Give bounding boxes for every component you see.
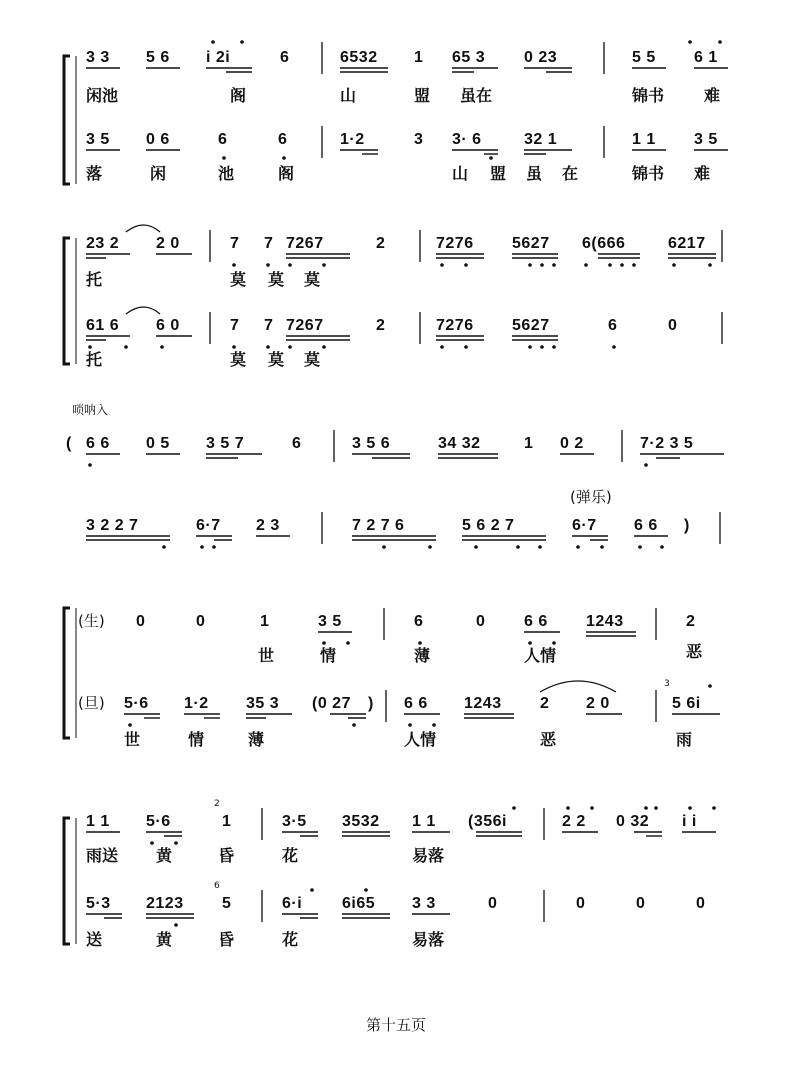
lyric: 世 bbox=[258, 646, 275, 665]
note-group: 0 bbox=[696, 895, 706, 912]
lyric: 雨送 bbox=[86, 846, 119, 865]
note-group: 2 bbox=[376, 235, 386, 252]
note-group: 3532 bbox=[342, 813, 380, 830]
close-paren: ) bbox=[684, 517, 690, 534]
note-group: 3· 6 bbox=[452, 131, 482, 148]
note-group: 1 bbox=[222, 813, 232, 830]
system-bracket bbox=[64, 608, 70, 738]
lyric: 阁 bbox=[230, 86, 247, 105]
note-group: 6 bbox=[218, 131, 228, 148]
annotation: (弹乐) bbox=[570, 488, 612, 506]
lyric: 闲 bbox=[150, 164, 167, 183]
tie bbox=[540, 681, 616, 692]
note-group: 0 bbox=[576, 895, 586, 912]
note-group: 2 bbox=[540, 695, 550, 712]
note-group: 6 6 bbox=[404, 695, 428, 712]
system-bracket bbox=[64, 238, 70, 364]
lyric: 莫 bbox=[304, 350, 321, 369]
note-group: 2 0 bbox=[156, 235, 180, 252]
note-group: i i bbox=[682, 813, 697, 830]
note-group: 6 6 bbox=[634, 517, 658, 534]
close-paren: ) bbox=[368, 695, 374, 712]
note-group: 5627 bbox=[512, 317, 550, 334]
grace-note: 2 bbox=[214, 799, 220, 809]
note-group: 23 2 bbox=[86, 235, 120, 252]
lyric: 黄 bbox=[156, 930, 173, 949]
lyric: 托 bbox=[86, 350, 103, 369]
note-group: 6532 bbox=[340, 49, 378, 66]
note-group: 1 1 bbox=[86, 813, 110, 830]
note-group: 7267 bbox=[286, 235, 324, 252]
note-group: 6·i bbox=[282, 895, 303, 912]
lyric: 昏 bbox=[218, 930, 235, 949]
note-group: 32 1 bbox=[524, 131, 558, 148]
note-group: 0 bbox=[196, 613, 206, 630]
lyric: 人情 bbox=[524, 646, 557, 665]
note-group: 6 bbox=[608, 317, 618, 334]
note-group: 61 6 bbox=[86, 317, 120, 334]
note-group: 3 3 bbox=[86, 49, 110, 66]
note-group: 1243 bbox=[464, 695, 502, 712]
note-group: 6 bbox=[280, 49, 290, 66]
lyric: 花 bbox=[282, 846, 299, 865]
page-number: 第十五页 bbox=[366, 1016, 427, 1034]
note-group: 7 bbox=[264, 317, 274, 334]
lyric: 虽在 bbox=[460, 86, 493, 105]
note-group: 6 6 bbox=[524, 613, 548, 630]
role-label: (旦) bbox=[78, 694, 105, 712]
lyric: 落 bbox=[86, 164, 103, 183]
note-group: 7 2 7 6 bbox=[352, 517, 405, 534]
lyric: 恶 bbox=[686, 642, 703, 661]
note-group: 5·6 bbox=[124, 695, 149, 712]
note-group: 7 bbox=[230, 317, 240, 334]
note-group: 0 bbox=[136, 613, 146, 630]
note-group: 5 6i bbox=[672, 695, 701, 712]
note-group: 1 bbox=[524, 435, 534, 452]
grace-note: 3 bbox=[664, 679, 670, 689]
note-group: 0 32 bbox=[616, 813, 650, 830]
note-group: 0 bbox=[488, 895, 498, 912]
lyric: 盟 bbox=[490, 164, 507, 183]
lyric: 薄 bbox=[414, 646, 431, 665]
note-group: 3 3 bbox=[412, 895, 436, 912]
tie bbox=[126, 307, 160, 314]
lyric: 世 bbox=[124, 730, 141, 749]
note-group: 7276 bbox=[436, 235, 474, 252]
note-group: 1243 bbox=[586, 613, 624, 630]
note-group: 6 bbox=[292, 435, 302, 452]
lyric: 盟 bbox=[414, 86, 431, 105]
lyric: 昏 bbox=[218, 846, 235, 865]
note-group: 0 6 bbox=[146, 131, 170, 148]
note-group: 0 2 bbox=[560, 435, 584, 452]
lyric: 虽 bbox=[526, 164, 543, 183]
note-group: 1 bbox=[260, 613, 270, 630]
lyric: 阁 bbox=[278, 164, 295, 183]
grace-note: 6 bbox=[214, 881, 220, 891]
tie bbox=[126, 225, 160, 232]
note-group: 3 bbox=[414, 131, 424, 148]
note-group: 7267 bbox=[286, 317, 324, 334]
role-label: (生) bbox=[78, 612, 105, 630]
note-group: 0 bbox=[668, 317, 678, 334]
beams bbox=[86, 68, 728, 918]
lyric: 黄 bbox=[156, 846, 173, 865]
note-group: i 2i bbox=[206, 49, 231, 66]
note-group: 3 5 bbox=[694, 131, 718, 148]
note-group: 2 0 bbox=[586, 695, 610, 712]
system-bracket bbox=[64, 818, 70, 944]
note-group: 1 1 bbox=[632, 131, 656, 148]
note-group: 6·7 bbox=[572, 517, 597, 534]
note-group: 34 32 bbox=[438, 435, 481, 452]
lyric: 花 bbox=[282, 930, 299, 949]
lyric: 莫 bbox=[230, 350, 247, 369]
note-group: 1·2 bbox=[184, 695, 209, 712]
note-group: 3 5 6 bbox=[352, 435, 391, 452]
lyric: 托 bbox=[86, 270, 103, 289]
lyric: 山 bbox=[452, 164, 469, 183]
note-group: 3 5 bbox=[318, 613, 342, 630]
note-group: 0 23 bbox=[524, 49, 558, 66]
note-group: 1 1 bbox=[412, 813, 436, 830]
note-group: 1 bbox=[414, 49, 424, 66]
lyric: 人情 bbox=[404, 730, 437, 749]
instrument-label: 唢呐入 bbox=[72, 403, 109, 417]
note-group: 0 5 bbox=[146, 435, 170, 452]
note-group: 65 3 bbox=[452, 49, 486, 66]
open-paren: ( bbox=[66, 435, 72, 452]
note-group: 3·5 bbox=[282, 813, 307, 830]
note-group: 7 bbox=[230, 235, 240, 252]
note-group: 2123 bbox=[146, 895, 184, 912]
lyric: 莫 bbox=[268, 270, 285, 289]
note-group: 2 2 bbox=[562, 813, 586, 830]
lyric: 情 bbox=[320, 646, 337, 665]
lyric: 莫 bbox=[268, 350, 285, 369]
note-group: 2 bbox=[686, 613, 696, 630]
note-group: 5 6 2 7 bbox=[462, 517, 515, 534]
lyric: 锦书 bbox=[632, 164, 665, 183]
note-group: 3 2 2 7 bbox=[86, 517, 139, 534]
note-group: 0 bbox=[476, 613, 486, 630]
note-group: 5·3 bbox=[86, 895, 111, 912]
note-group: 3 5 7 bbox=[206, 435, 245, 452]
note-group: 2 bbox=[376, 317, 386, 334]
lyric: 莫 bbox=[304, 270, 321, 289]
lyric: 山 bbox=[340, 86, 357, 105]
note-group: 7 bbox=[264, 235, 274, 252]
note-group: 6 bbox=[414, 613, 424, 630]
lyric: 莫 bbox=[230, 270, 247, 289]
note-group: 5627 bbox=[512, 235, 550, 252]
lyric: 恶 bbox=[540, 730, 557, 749]
note-group: 6 0 bbox=[156, 317, 180, 334]
note-group: 6·7 bbox=[196, 517, 221, 534]
note-group: 0 bbox=[636, 895, 646, 912]
lyric: 闲池 bbox=[86, 86, 119, 105]
note-group: 6 bbox=[278, 131, 288, 148]
lyric: 难 bbox=[694, 164, 711, 183]
note-group: 7·2 3 5 bbox=[640, 435, 694, 452]
system-bracket bbox=[64, 56, 70, 184]
lyric: 易落 bbox=[412, 846, 445, 865]
note-group: 5 5 bbox=[632, 49, 656, 66]
lyric: 雨 bbox=[676, 730, 693, 749]
note-group: (356i bbox=[468, 813, 507, 830]
note-group: 6(666 bbox=[582, 235, 626, 252]
lyric: 情 bbox=[188, 730, 205, 749]
note-group: 3 5 bbox=[86, 131, 110, 148]
note-group: 5 6 bbox=[146, 49, 170, 66]
note-group: 6 1 bbox=[694, 49, 718, 66]
lyric: 送 bbox=[86, 930, 103, 949]
note-group: (0 27 bbox=[312, 695, 351, 712]
note-group: 1·2 bbox=[340, 131, 365, 148]
note-group: 6i65 bbox=[342, 895, 376, 912]
note-group: 5·6 bbox=[146, 813, 171, 830]
note-group: 7276 bbox=[436, 317, 474, 334]
lyric: 薄 bbox=[248, 730, 265, 749]
lyric: 难 bbox=[704, 86, 721, 105]
note-group: 5 bbox=[222, 895, 232, 912]
octave-dots bbox=[88, 40, 722, 927]
lyric: 锦书 bbox=[632, 86, 665, 105]
note-group: 2 3 bbox=[256, 517, 280, 534]
lyric: 池 bbox=[218, 164, 235, 183]
note-group: 35 3 bbox=[246, 695, 280, 712]
lyric: 在 bbox=[562, 164, 579, 183]
note-group: 6217 bbox=[668, 235, 706, 252]
note-group: 6 6 bbox=[86, 435, 110, 452]
lyric: 易落 bbox=[412, 930, 445, 949]
